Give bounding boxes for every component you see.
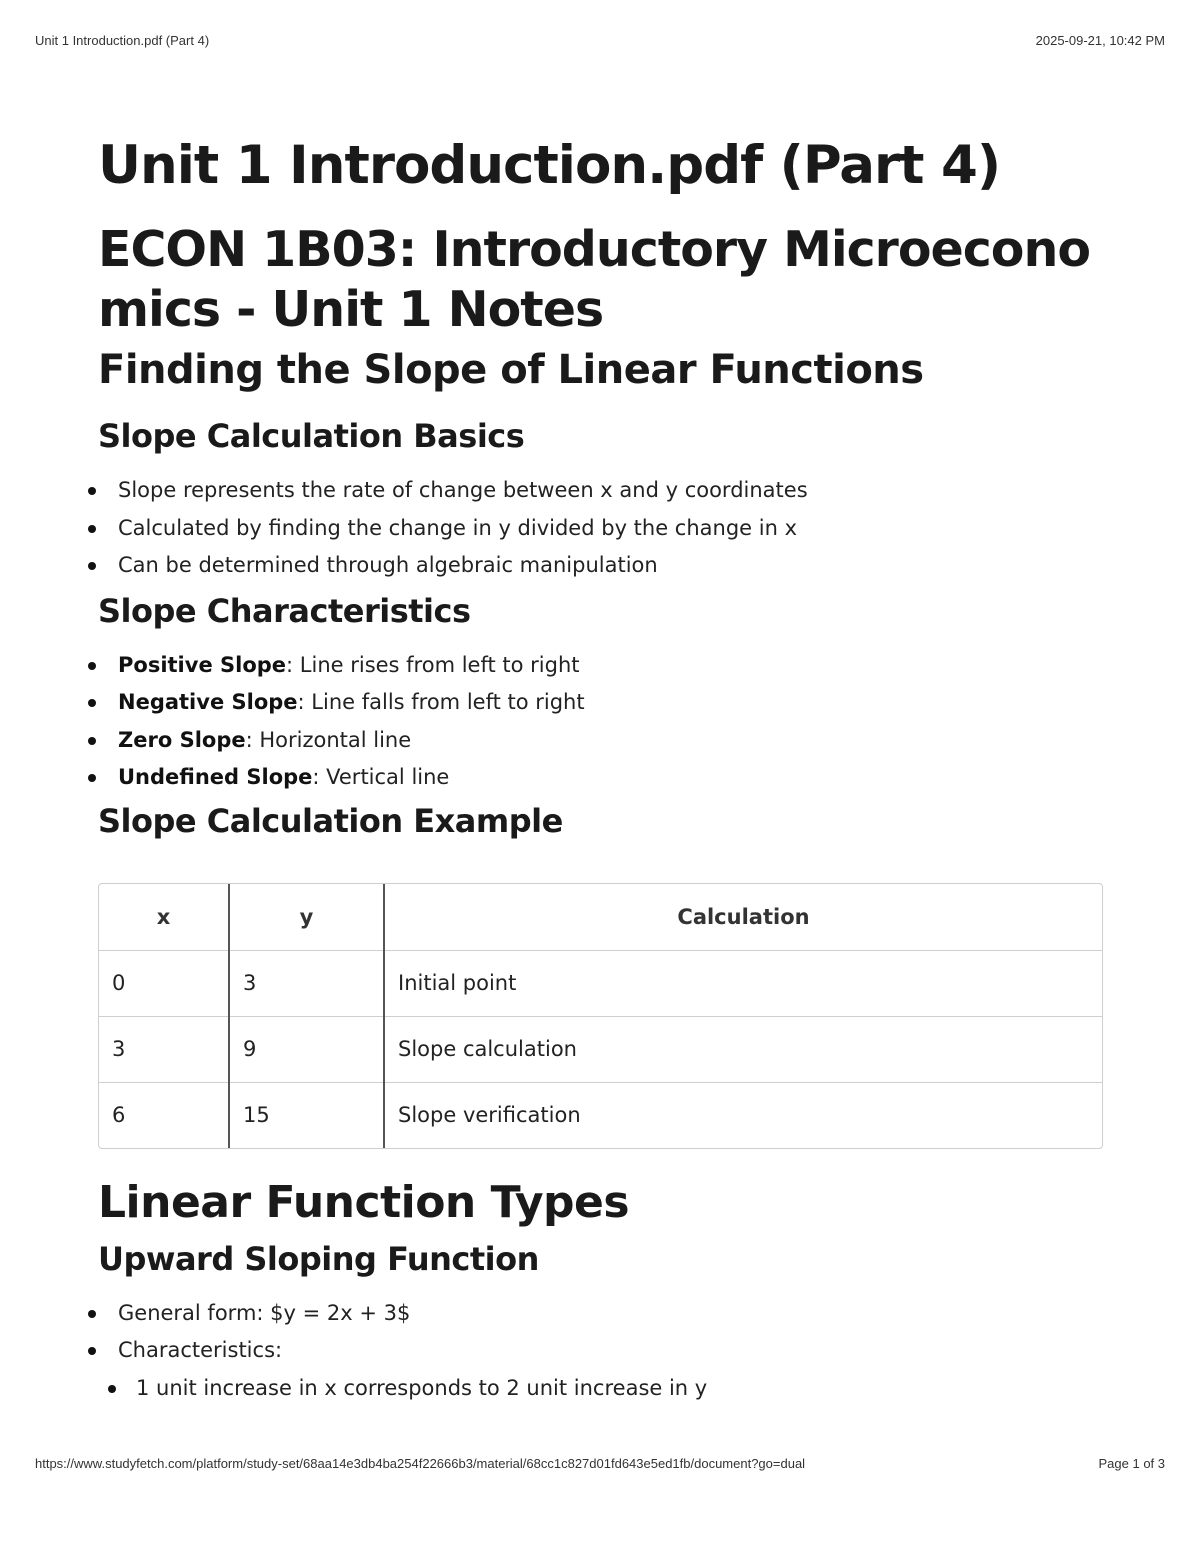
print-header-datetime: 2025-09-21, 10:42 PM	[1035, 33, 1165, 48]
document-content	[98, 130, 1103, 1407]
table-cell: 3	[99, 1016, 229, 1082]
term-description: : Line falls from left to right	[297, 690, 585, 714]
table-cell: Initial point	[384, 950, 1102, 1016]
print-footer	[35, 1456, 1165, 1476]
table-cell: 3	[229, 950, 384, 1016]
subheading-slope-characteristics: Slope Characteristics	[98, 591, 471, 630]
document-title: Unit 1 Introduction.pdf (Part 4)	[98, 135, 1001, 196]
list-item	[98, 647, 1103, 685]
slope-basics-list	[98, 472, 1103, 585]
print-header-title: Unit 1 Introduction.pdf (Part 4)	[35, 33, 210, 48]
list-item: General form: $y = 2x + 3$	[98, 1295, 1103, 1333]
subheading-slope-basics: Slope Calculation Basics	[98, 417, 525, 455]
subheading-upward-sloping: Upward Sloping Function	[98, 1239, 539, 1278]
print-footer-page-number: Page 1 of 3	[1098, 1456, 1165, 1471]
table-row	[99, 1082, 1102, 1148]
column-header-calculation: Calculation	[384, 884, 1102, 951]
term-description: : Horizontal line	[245, 727, 412, 752]
table-header-row	[99, 884, 1102, 951]
list-item: Can be determined through algebraic manipulation	[98, 547, 1103, 585]
print-footer-url[interactable]: https://www.studyfetch.com/platform/study-set/68aa14e3db4ba254f22666b3/material/68cc1c827d01fd643e5ed1fb/document?go=dual	[35, 1456, 806, 1471]
list-item	[98, 684, 1103, 722]
table-row	[99, 1016, 1102, 1082]
list-item	[98, 759, 1103, 797]
print-header	[35, 33, 1165, 53]
table-cell: 0	[99, 950, 229, 1016]
table-cell: Slope calculation	[384, 1016, 1102, 1082]
table-cell: 15	[229, 1082, 384, 1148]
column-header-y: y	[229, 884, 384, 951]
term-description: : Vertical line	[312, 765, 450, 789]
course-title: ECON 1B03: Introductory Microeconomics - Unit 1 Notes	[98, 221, 1090, 338]
upward-sloping-list	[98, 1295, 1103, 1408]
slope-characteristics-list	[98, 647, 1103, 797]
slope-example-table-wrapper	[98, 883, 1103, 1149]
nested-list-item: 1 unit increase in x corresponds to 2 unit increase in y	[98, 1370, 1103, 1408]
subheading-slope-example: Slope Calculation Example	[98, 801, 563, 840]
term-negative-slope: Negative Slope	[118, 690, 298, 714]
list-item	[98, 722, 1103, 760]
term-positive-slope: Positive Slope	[118, 652, 287, 677]
table-cell: 6	[112, 1103, 126, 1127]
slope-example-table	[99, 884, 1102, 1148]
list-item: Calculated by finding the change in y divided by the change in x	[98, 510, 1103, 548]
table-cell: Slope verification	[384, 1082, 1102, 1148]
term-undefined-slope: Undefined Slope	[118, 765, 313, 789]
table-cell: 9	[229, 1016, 384, 1082]
section-heading-finding-slope: Finding the Slope of Linear Functions	[98, 347, 924, 393]
list-item: Slope represents the rate of change between x and y coordinates	[98, 472, 1103, 510]
table-row	[99, 950, 1102, 1016]
column-header-x: x	[99, 884, 229, 951]
term-zero-slope: Zero Slope	[118, 727, 246, 752]
section-heading-linear-types: Linear Function Types	[98, 1176, 630, 1228]
term-description: : Line rises from left to right	[286, 652, 580, 677]
list-item: Characteristics:	[98, 1332, 1103, 1370]
